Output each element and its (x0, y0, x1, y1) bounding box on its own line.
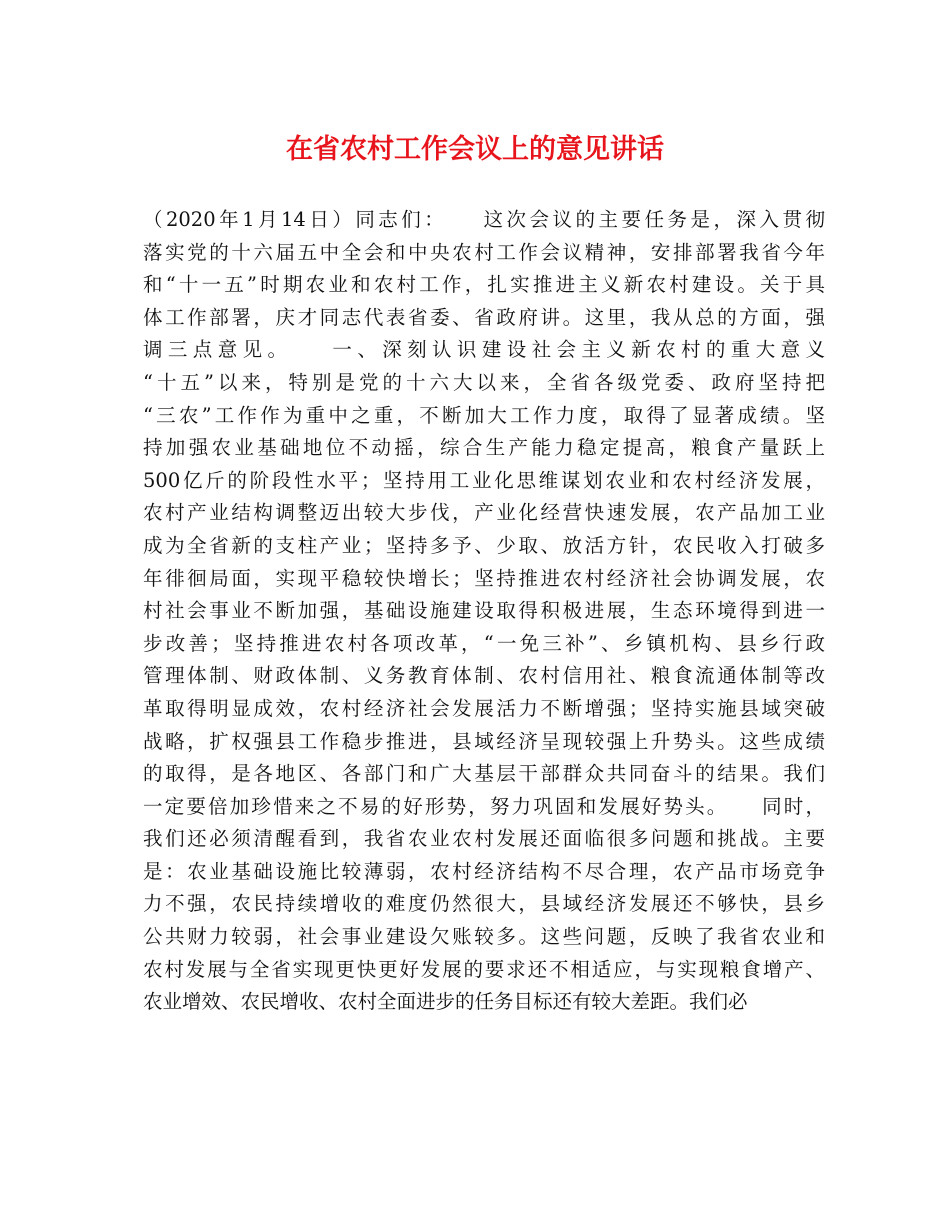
body-line: 管理体制、财政体制、义务教育体制、农村信用社、粮食流通体制等改 (143, 664, 825, 688)
body-line: 村社会事业不断加强，基础设施建设取得积极进展，生态环境得到进一 (143, 599, 825, 623)
body-line: 我们还必须清醒看到，我省农业农村发展还面临很多问题和挑战。主要 (143, 827, 825, 851)
body-line: 体工作部署，庆才同志代表省委、省政府讲。这里，我从总的方面，强 (143, 305, 825, 329)
body-line: 农村发展与全省实现更快更好发展的要求还不相适应，与实现粮食增产、 (143, 957, 825, 981)
body-line: 力不强，农民持续增收的难度仍然很大，县域经济发展还不够快，县乡 (143, 892, 825, 916)
body-line: 农村产业结构调整迈出较大步伐，产业化经营快速发展，农产品加工业 (143, 501, 825, 525)
body-line: “三农”工作作为重中之重，不断加大工作力度，取得了显著成绩。坚 (143, 403, 825, 427)
body-line: 的取得，是各地区、各部门和广大基层干部群众共同奋斗的结果。我们 (143, 762, 825, 786)
body-line: 500亿斤的阶段性水平；坚持用工业化思维谋划农业和农村经济发展， (143, 468, 825, 492)
body-line: 是：农业基础设施比较薄弱，农村经济结构不尽合理，农产品市场竞争 (143, 859, 825, 883)
body-line: 持加强农业基础地位不动摇，综合生产能力稳定提高，粮食产量跃上 (143, 436, 825, 460)
body-line: 革取得明显成效，农村经济社会发展活力不断增强；坚持实施县域突破 (143, 696, 825, 720)
body-line: 农业增效、农民增收、农村全面进步的任务目标还有较大差距。我们必 (143, 990, 748, 1014)
body-line: “十五”以来，特别是党的十六大以来，全省各级党委、政府坚持把 (143, 370, 825, 394)
body-line: 一定要倍加珍惜来之不易的好形势，努力巩固和发展好势头。 同时， (143, 794, 825, 818)
body-line: 调三点意见。 一、深刻认识建设社会主义新农村的重大意义 (143, 338, 825, 362)
body-line: 和“十一五”时期农业和农村工作，扎实推进主义新农村建设。关于具 (143, 273, 825, 297)
body-line: 成为全省新的支柱产业；坚持多予、少取、放活方针，农民收入打破多 (143, 533, 825, 557)
body-line: 年徘徊局面，实现平稳较快增长；坚持推进农村经济社会协调发展，农 (143, 566, 825, 590)
document-title: 在省农村工作会议上的意见讲话 (286, 134, 664, 165)
body-line: （2020年1月14日）同志们： 这次会议的主要任务是，深入贯彻 (143, 208, 825, 231)
body-line: 步改善；坚持推进农村各项改革，“一免三补”、乡镇机构、县乡行政 (143, 631, 825, 655)
body-line: 战略，扩权强县工作稳步推进，县域经济呈现较强上升势头。这些成绩 (143, 729, 825, 753)
body-line: 公共财力较弱，社会事业建设欠账较多。这些问题，反映了我省农业和 (143, 925, 825, 949)
body-line: 落实党的十六届五中全会和中央农村工作会议精神，安排部署我省今年 (143, 240, 825, 264)
document-body (143, 204, 825, 1019)
